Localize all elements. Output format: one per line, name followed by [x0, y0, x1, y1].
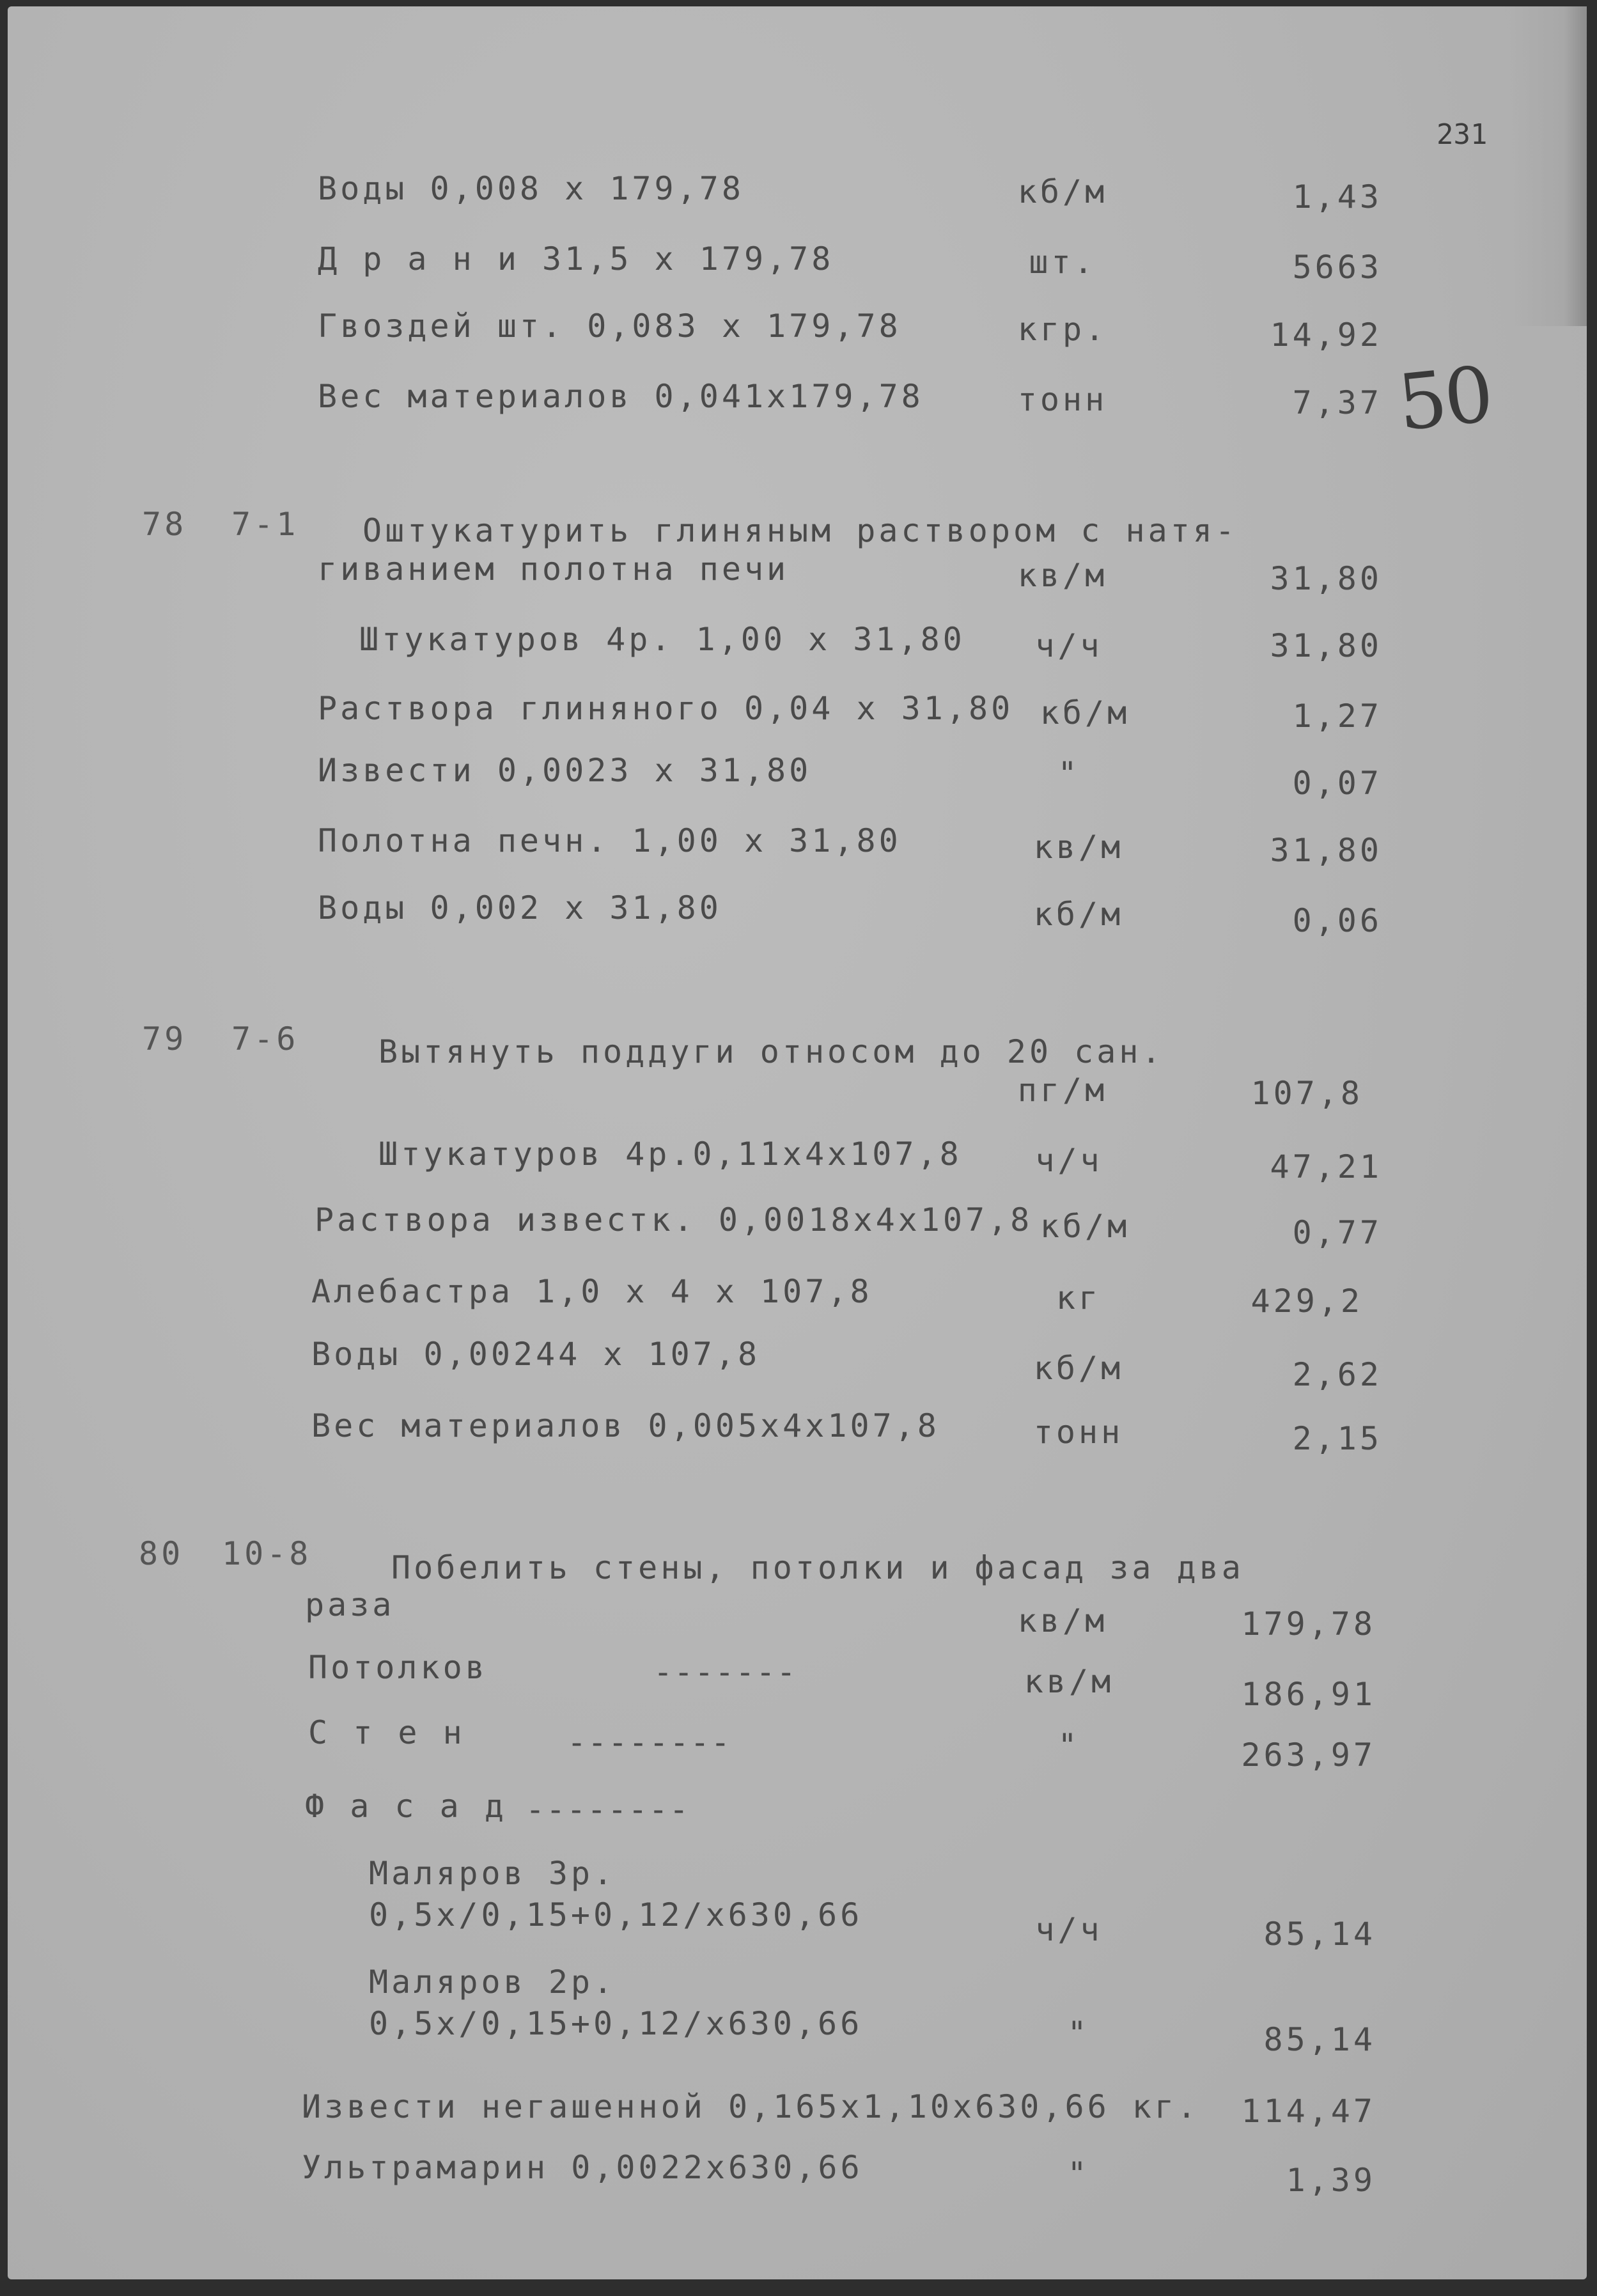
- row-value: 14,92: [1270, 316, 1382, 354]
- document-page: [8, 6, 1587, 2279]
- row-unit: ч/ч: [1035, 1142, 1103, 1179]
- row-desc: Воды 0,00244 х 107,8: [311, 1336, 761, 1373]
- item-title: Оштукатурить глиняным раствором с натя-: [362, 512, 1238, 549]
- painter-formula: 0,5х/0,15+0,12/х630,66: [369, 1896, 863, 1933]
- row-desc: Полотна печн. 1,00 х 31,80: [318, 822, 901, 859]
- row-unit: кб/м: [1033, 1350, 1124, 1387]
- painter-title: Маляров 3р.: [369, 1855, 616, 1892]
- row-value: 1,27: [1292, 698, 1382, 735]
- row-value: 0,06: [1292, 902, 1382, 939]
- painter-title: Маляров 2р.: [369, 1964, 616, 2001]
- row-desc: Алебастра 1,0 х 4 х 107,8: [311, 1273, 873, 1310]
- item-unit: кв/м: [1017, 557, 1108, 594]
- row-value: 85,14: [1263, 1916, 1376, 1953]
- item-title: Побелить стены, потолки и фасад за два: [391, 1549, 1244, 1586]
- sub-desc: Ф а с а д: [305, 1788, 507, 1825]
- row-value: 0,77: [1292, 1214, 1382, 1251]
- row-unit: кб/м: [1033, 896, 1124, 933]
- item-number: 78: [142, 506, 187, 543]
- row-value: 5663: [1292, 249, 1382, 286]
- page-number: 231: [1437, 118, 1488, 151]
- item-total: 179,78: [1241, 1605, 1376, 1643]
- row-value: 47,21: [1270, 1148, 1382, 1185]
- item-total: 107,8: [1250, 1075, 1363, 1112]
- row-unit: кг: [1056, 1279, 1102, 1316]
- row-desc: Извести негашенной 0,165х1,10х630,66 кг.: [302, 2088, 1200, 2125]
- row-value: 186,91: [1241, 1676, 1376, 1713]
- row-desc: Воды 0,002 х 31,80: [318, 889, 722, 926]
- folded-corner: [1510, 6, 1587, 326]
- row-desc: Гвоздей шт. 0,083 х 179,78: [318, 308, 901, 345]
- sub-desc: С т е н: [308, 1714, 465, 1751]
- sub-dashes: --------: [567, 1724, 731, 1761]
- row-value: 0,07: [1292, 765, 1382, 802]
- row-desc: Д р а н и 31,5 х 179,78: [318, 240, 834, 277]
- row-unit: ч/ч: [1035, 627, 1103, 664]
- row-unit: кб/м: [1040, 1208, 1130, 1245]
- row-value: 85,14: [1263, 2021, 1376, 2058]
- row-unit: ": [1057, 755, 1080, 792]
- item-title: Вытянуть поддуги относом до 20 сан.: [378, 1033, 1164, 1070]
- row-value: 114,47: [1241, 2093, 1376, 2130]
- row-desc: Раствора известк. 0,0018х4х107,8: [315, 1201, 1033, 1238]
- sub-dashes: --------: [526, 1791, 690, 1828]
- item-number: 79: [142, 1020, 187, 1058]
- item-title-cont: раза: [305, 1586, 395, 1623]
- row-value: 31,80: [1270, 627, 1382, 664]
- row-unit: кб/м: [1040, 694, 1130, 731]
- row-unit: ч/ч: [1035, 1911, 1103, 1948]
- row-desc: Ультрамарин 0,0022х630,66: [302, 2149, 863, 2186]
- item-title-cont: гиванием полотна печи: [318, 551, 790, 588]
- item-code: 7-6: [231, 1020, 299, 1058]
- handwritten-note: 50: [1394, 350, 1495, 449]
- row-desc: Извести 0,0023 х 31,80: [318, 752, 812, 789]
- row-value: 2,15: [1292, 1420, 1382, 1457]
- row-value: 1,43: [1292, 178, 1382, 215]
- row-unit: кб/м: [1017, 173, 1108, 210]
- row-unit: кв/м: [1033, 829, 1124, 866]
- painter-formula: 0,5х/0,15+0,12/х630,66: [369, 2005, 863, 2042]
- row-unit: тонн: [1017, 381, 1108, 418]
- row-unit: ": [1057, 1727, 1080, 1764]
- row-value: 429,2: [1250, 1283, 1363, 1320]
- item-total: 31,80: [1270, 560, 1382, 597]
- item-unit: пг/м: [1017, 1072, 1108, 1109]
- row-unit: ": [1067, 2155, 1090, 2192]
- row-desc: Вес материалов 0,005х4х107,8: [311, 1407, 940, 1444]
- sub-dashes: -------: [653, 1653, 797, 1691]
- row-unit: ": [1067, 2015, 1090, 2052]
- row-desc: Вес материалов 0,041х179,78: [318, 378, 924, 415]
- row-value: 31,80: [1270, 832, 1382, 869]
- row-value: 263,97: [1241, 1737, 1376, 1774]
- row-value: 2,62: [1292, 1356, 1382, 1393]
- item-code: 10-8: [222, 1535, 312, 1572]
- row-unit: кв/м: [1024, 1663, 1114, 1700]
- row-desc: Раствора глиняного 0,04 х 31,80: [318, 690, 1014, 727]
- item-unit: кв/м: [1017, 1602, 1108, 1639]
- item-code: 7-1: [231, 506, 299, 543]
- row-unit: шт.: [1029, 244, 1096, 281]
- item-number: 80: [139, 1535, 184, 1572]
- row-value: 7,37: [1292, 384, 1382, 421]
- row-desc: Штукатуров 4р. 1,00 х 31,80: [359, 621, 965, 658]
- sub-desc: Потолков: [308, 1649, 488, 1686]
- row-unit: кгр.: [1017, 311, 1108, 348]
- row-unit: тонн: [1033, 1414, 1124, 1451]
- row-desc: Штукатуров 4р.0,11х4х107,8: [378, 1136, 962, 1173]
- row-desc: Воды 0,008 х 179,78: [318, 170, 744, 207]
- row-value: 1,39: [1286, 2162, 1376, 2199]
